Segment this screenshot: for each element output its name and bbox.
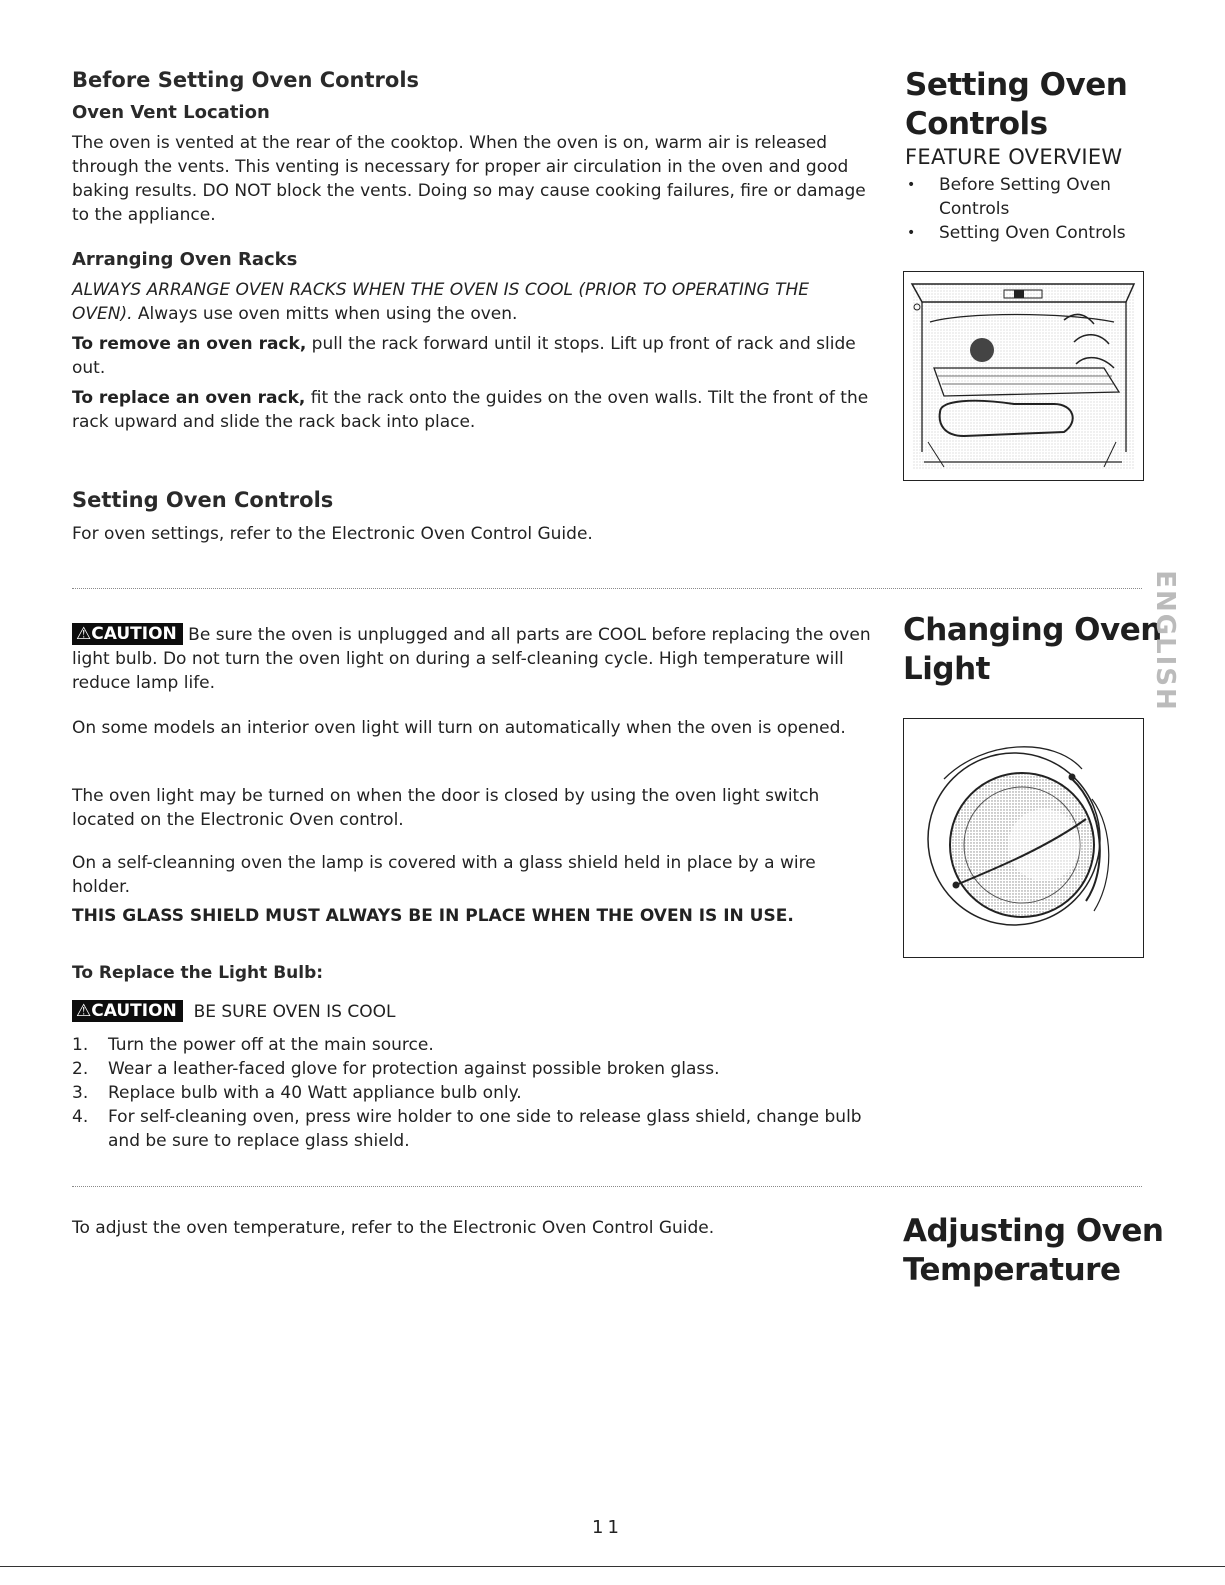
remove-rack-instructions: pull the rack forward until it stops. Lift up front of rack and slide out. [72, 334, 856, 378]
auto-light-text: On some models an interior oven light will turn on automatically when the oven is opened. [72, 718, 846, 738]
side-title-line2: Controls [905, 106, 1048, 142]
racks-mitts-text: Always use oven mitts when using the oven. [132, 304, 518, 324]
arranging-racks-heading: Arranging Oven Racks [72, 249, 298, 270]
before-setting-heading: Before Setting Oven Controls [72, 68, 420, 92]
caution-text: Be sure the oven is unplugged and all parts are COOL before replacing the oven light bulb. Do not turn the oven light on during a self-cleaning cycle. High temperature will reduce lamp life. [72, 625, 871, 693]
caution-label: CAUTION [91, 1001, 177, 1021]
side-title-changing-oven-light [903, 611, 1162, 689]
section-divider [72, 1186, 1142, 1187]
step-number: 2. [72, 1059, 89, 1079]
oven-vent-text: The oven is vented at the rear of the cooktop. When the oven is on, warm air is released through the vents. This venting is necessary for proper air circulation in the oven and good baking results. DO NOT block the vents. Doing so may cause cooking failures, fire or damage to the appliance. [72, 133, 866, 225]
side-title-adjusting-oven-temperature [903, 1212, 1163, 1290]
step-number: 1. [72, 1035, 89, 1055]
side-title-setting-oven-controls [905, 66, 1127, 144]
step-number: 4. [72, 1107, 89, 1127]
side-title-line1: Adjusting Oven [903, 1213, 1164, 1249]
side-title-line1: Changing Oven [903, 612, 1162, 648]
section-divider [72, 588, 1142, 589]
caution-cool-line [72, 1000, 395, 1024]
side-title-line2: Temperature [903, 1252, 1121, 1288]
light-switch-text: The oven light may be turned on when the door is closed by using the oven light switch located on the Electronic Oven control. [72, 786, 820, 830]
feature-list [903, 173, 1153, 245]
language-tab-label: ENGLISH [1150, 570, 1180, 712]
step-item [72, 1081, 862, 1105]
step-number: 3. [72, 1083, 89, 1103]
replace-rack-bold: To replace an oven rack, [72, 388, 306, 408]
oven-vent-heading: Oven Vent Location [72, 102, 270, 123]
setting-controls-text: For oven settings, refer to the Electronic Oven Control Guide. [72, 524, 593, 544]
page-bottom-rule [0, 1566, 1225, 1567]
feature-overview-label: FEATURE OVERVIEW [905, 145, 1123, 169]
oven-light-illustration [903, 718, 1144, 958]
glass-shield-warning: THIS GLASS SHIELD MUST ALWAYS BE IN PLACE WHEN THE OVEN IS IN USE. [72, 906, 794, 926]
warning-triangle-icon: ⚠ [76, 624, 92, 644]
warning-triangle-icon: ⚠ [76, 1001, 92, 1021]
caution-paragraph [72, 623, 882, 695]
step-item [72, 1033, 862, 1057]
replace-bulb-heading: To Replace the Light Bulb: [72, 963, 324, 983]
step-text: Wear a leather-faced glove for protection against possible broken glass. [108, 1059, 720, 1079]
caution-badge [72, 1000, 183, 1022]
racks-italic-text: ALWAYS ARRANGE OVEN RACKS WHEN THE OVEN IS COOL (PRIOR TO OPERATING THE OVEN). [72, 280, 810, 324]
oven-rack-drawing [904, 272, 1143, 480]
caution-label: CAUTION [91, 624, 177, 644]
caution-cool-text: BE SURE OVEN IS COOL [193, 1002, 396, 1022]
replace-rack-instructions: fit the rack onto the guides on the oven walls. Tilt the front of the rack upward and slide the rack back into place. [72, 388, 869, 432]
adjust-temperature-text: To adjust the oven temperature, refer to the Electronic Oven Control Guide. [72, 1218, 715, 1238]
page-number: 11 [592, 1517, 623, 1538]
language-tab [1148, 570, 1182, 712]
side-title-line1: Setting Oven [905, 67, 1128, 103]
step-text: Replace bulb with a 40 Watt appliance bulb only. [108, 1083, 522, 1103]
oven-interior-illustration [903, 271, 1144, 481]
caution-badge [72, 623, 183, 645]
setting-controls-heading: Setting Oven Controls [72, 488, 334, 512]
feature-item: • Setting Oven Controls [903, 221, 1153, 245]
light-bulb-shield-drawing [904, 719, 1143, 957]
step-text: Turn the power off at the main source. [108, 1035, 434, 1055]
side-title-line2: Light [903, 651, 990, 687]
feature-item: • Before Setting Oven Controls [903, 173, 1153, 221]
step-text: For self-cleaning oven, press wire holder to one side to release glass shield, change bulb and be sure to replace glass shield. [108, 1107, 862, 1151]
arranging-racks-text [72, 278, 872, 326]
glass-shield-text: On a self-cleanning oven the lamp is covered with a glass shield held in place by a wire holder. [72, 853, 816, 897]
step-item [72, 1105, 862, 1153]
step-item [72, 1057, 862, 1081]
remove-rack-text [72, 332, 872, 380]
replace-bulb-steps [72, 1033, 862, 1153]
remove-rack-bold: To remove an oven rack, [72, 334, 307, 354]
replace-rack-text [72, 386, 882, 434]
